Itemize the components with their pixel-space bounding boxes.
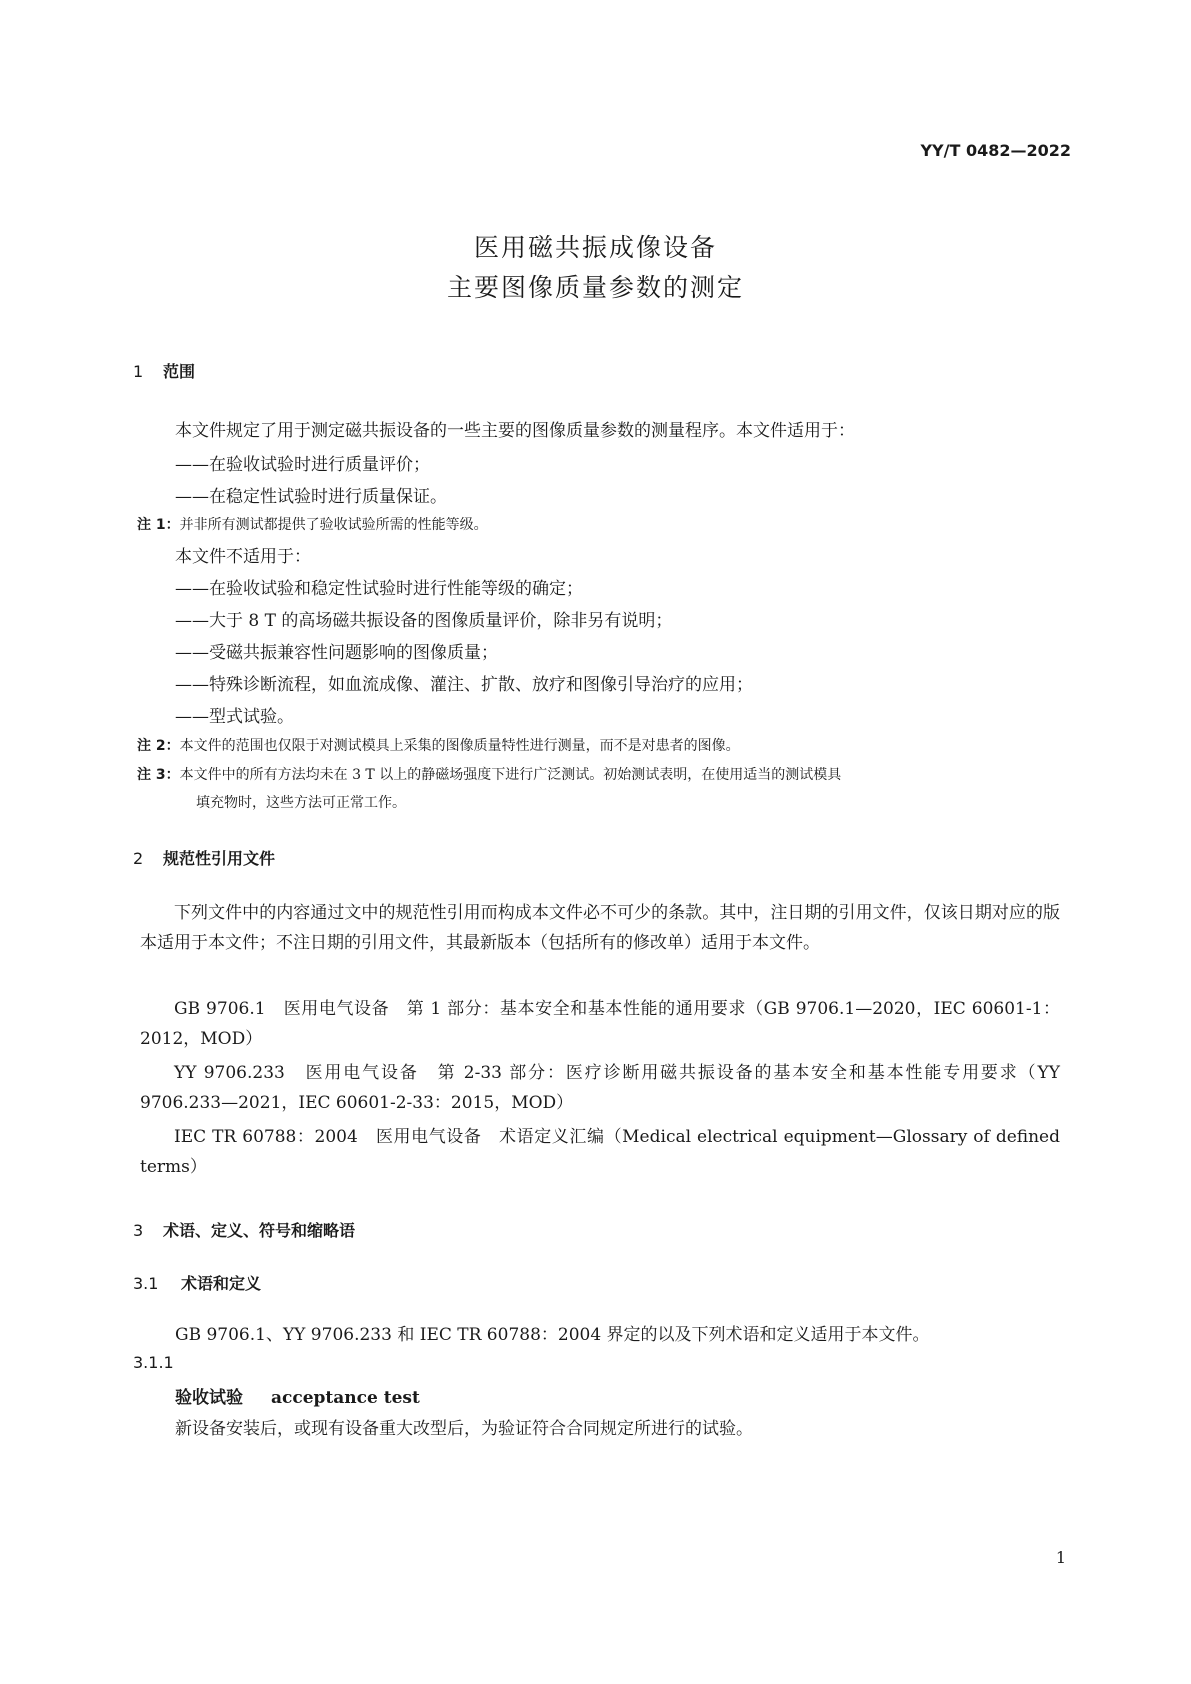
subsection-title: 术语和定义 [181, 1274, 262, 1293]
section-2-heading [133, 846, 275, 869]
note-label: 注 2： [137, 738, 180, 754]
reference-item: IEC TR 60788：2004 医用电气设备 术语定义汇编（Medical electrical equipment—Glossary of defined terms） [140, 1127, 1060, 1177]
list-item: ——在稳定性试验时进行质量保证。 [175, 487, 447, 507]
note-label: 注 1： [137, 517, 180, 533]
note-text: 本文件中的所有方法均未在 3 T 以上的静磁场强度下进行广泛测试。初始测试表明，在使用适当的测试模具 [179, 767, 842, 783]
term-chinese: 验收试验 [175, 1388, 243, 1408]
list-item: ——型式试验。 [175, 707, 294, 727]
section-title: 术语、定义、符号和缩略语 [163, 1221, 356, 1240]
note-3 [137, 764, 841, 784]
section-number: 2 [133, 849, 144, 868]
section-3-heading [133, 1218, 355, 1241]
note-2 [137, 735, 740, 755]
section-number: 1 [133, 362, 144, 381]
term-number: 3.1.1 [133, 1353, 174, 1372]
note-text: 并非所有测试都提供了验收试验所需的性能等级。 [179, 517, 488, 533]
term-english: acceptance test [271, 1388, 420, 1408]
section-title: 规范性引用文件 [163, 849, 276, 868]
page-number: 1 [1055, 1548, 1066, 1567]
standard-code: YY/T 0482—2022 [920, 141, 1071, 160]
term-entry [175, 1383, 420, 1408]
section-title: 范围 [163, 362, 196, 381]
list-item: ——在验收试验和稳定性试验时进行性能等级的确定； [175, 579, 583, 599]
note-3-continued: 填充物时，这些方法可正常工作。 [196, 795, 406, 811]
not-applies-intro: 本文件不适用于： [175, 547, 311, 567]
list-item: ——特殊诊断流程，如血流成像、灌注、扩散、放疗和图像引导治疗的应用； [175, 675, 753, 695]
section-1-heading [133, 359, 195, 382]
subsection-number: 3.1 [133, 1274, 159, 1293]
normative-references-intro: 下列文件中的内容通过文中的规范性引用而构成本文件必不可少的条款。其中，注日期的引用文件，仅该日期对应的版本适用于本文件；不注日期的引用文件，其最新版本（包括所有的修改单）适用于本文件。 [140, 903, 1060, 953]
reference-item: YY 9706.233 医用电气设备 第 2-33 部分：医疗诊断用磁共振设备的基本安全和基本性能专用要求（YY 9706.233—2021，IEC 60601-2-33：2015，MOD） [140, 1063, 1060, 1113]
list-item: ——在验收试验时进行质量评价； [175, 455, 430, 475]
note-text: 本文件的范围也仅限于对测试模具上采集的图像质量特性进行测量，而不是对患者的图像。 [179, 738, 740, 754]
reference-item: GB 9706.1 医用电气设备 第 1 部分：基本安全和基本性能的通用要求（GB 9706.1—2020，IEC 60601-1：2012，MOD） [140, 999, 1060, 1049]
note-label: 注 3： [137, 767, 180, 783]
terms-intro: GB 9706.1、YY 9706.233 和 IEC TR 60788：2004 界定的以及下列术语和定义适用于本文件。 [175, 1325, 930, 1345]
document-title-line2: 主要图像质量参数的测定 [446, 273, 744, 302]
note-1 [137, 514, 488, 534]
list-item: ——受磁共振兼容性问题影响的图像质量； [175, 643, 498, 663]
subsection-3-1-heading [133, 1271, 261, 1294]
list-item: ——大于 8 T 的高场磁共振设备的图像质量评价，除非另有说明； [175, 611, 673, 631]
document-title-line1: 医用磁共振成像设备 [473, 233, 717, 262]
scope-intro: 本文件规定了用于测定磁共振设备的一些主要的图像质量参数的测量程序。本文件适用于： [175, 421, 855, 441]
term-definition: 新设备安装后，或现有设备重大改型后，为验证符合合同规定所进行的试验。 [175, 1419, 753, 1439]
section-number: 3 [133, 1221, 144, 1240]
